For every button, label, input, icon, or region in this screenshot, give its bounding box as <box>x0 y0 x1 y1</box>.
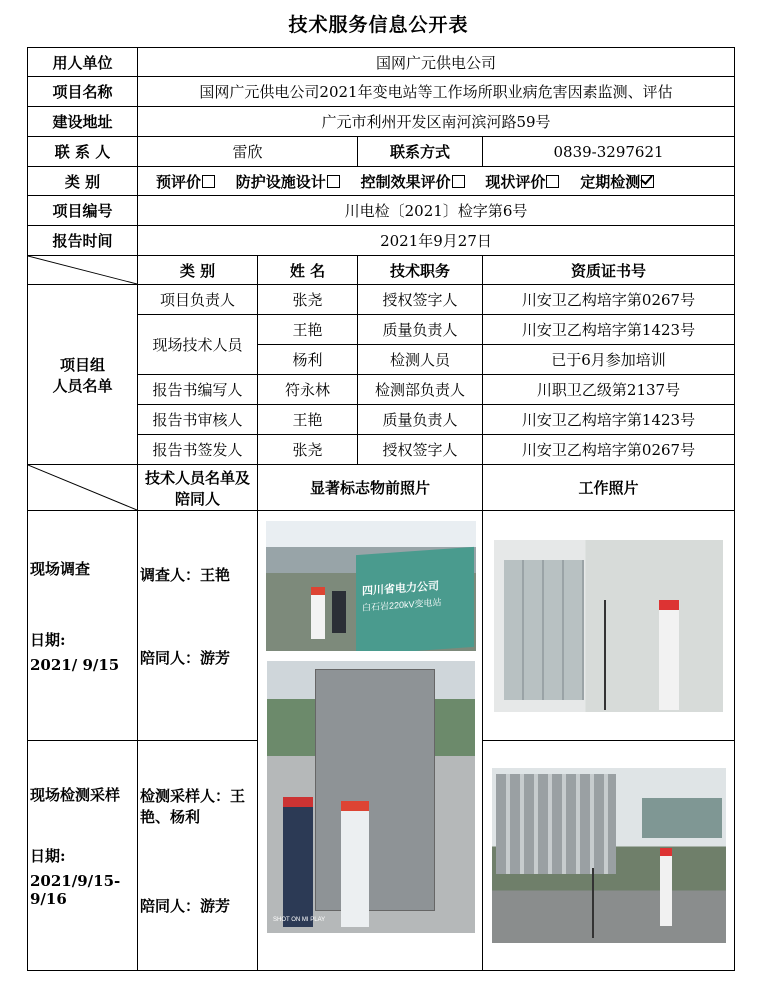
checkbox-icon[interactable] <box>327 175 340 188</box>
table-row-title: 授权签字人 <box>358 435 483 465</box>
cabinet <box>315 669 435 911</box>
survey-staff-cell <box>138 511 258 741</box>
building <box>642 798 722 838</box>
investigator: 调查人：王艳 <box>140 565 231 584</box>
report-time-label: 报告时间 <box>28 226 138 256</box>
sampler: 检测采样人：王艳、杨利 <box>140 787 246 826</box>
sampling-date: 2021/9/15-9/16 <box>30 871 121 908</box>
team-header-title: 技术职务 <box>358 256 483 285</box>
control-cabinets <box>504 560 584 700</box>
checkbox-icon[interactable] <box>546 175 559 188</box>
person-figure <box>283 797 313 927</box>
report-time-value: 2021年9月27日 <box>138 226 735 256</box>
table-row-role: 报告书审核人 <box>138 405 258 435</box>
project-no-label: 项目编号 <box>28 196 138 226</box>
project-label: 项目名称 <box>28 77 138 107</box>
checkbox-icon[interactable] <box>202 175 215 188</box>
work-photo-control-room <box>494 540 723 712</box>
project-value: 国网广元供电公司2021年变电站等工作场所职业病危害因素监测、评估 <box>138 77 735 107</box>
work-photo-cell <box>483 511 735 741</box>
team-group-label: 项目组 人员名单 <box>28 285 138 465</box>
photo-header-staff: 技术人员名单及陪同人 <box>138 465 258 511</box>
person-figure <box>660 848 672 926</box>
transformer <box>496 774 616 874</box>
watermark: SHOT ON MI PLAY <box>273 917 326 923</box>
companion: 陪同人：游芳 <box>140 648 231 667</box>
address-label: 建设地址 <box>28 107 138 137</box>
landmark-photo-equipment-cabinet <box>267 661 475 933</box>
table-row-name: 杨利 <box>258 345 358 375</box>
companion: 陪同人：游芳 <box>140 897 231 915</box>
category-option: 定期检测 <box>580 173 654 191</box>
unit-label: 用人单位 <box>28 48 138 77</box>
work-photo-cell <box>483 741 735 971</box>
checkbox-icon[interactable] <box>452 175 465 188</box>
team-header-role: 类 别 <box>138 256 258 285</box>
sign-station: 白石岩220kV变电站 <box>362 597 442 613</box>
category-option: 预评价 <box>156 173 215 191</box>
table-row-cert: 川职卫乙级第2137号 <box>483 375 735 405</box>
table-row-title: 授权签字人 <box>358 285 483 315</box>
table-row-name: 符永林 <box>258 375 358 405</box>
table-row-title: 质量负责人 <box>358 315 483 345</box>
category-option: 现状评价 <box>485 173 559 191</box>
table-row-name: 张尧 <box>258 285 358 315</box>
photo-header-work: 工作照片 <box>483 465 735 511</box>
diagonal-header-cell <box>28 465 138 511</box>
person-figure <box>311 587 325 639</box>
category-options <box>138 167 735 196</box>
sign-board <box>356 547 474 651</box>
phone-label: 联系方式 <box>358 137 483 167</box>
checked-checkbox-icon[interactable] <box>641 175 654 188</box>
tripod <box>592 868 594 938</box>
sampling-date-label: 日期: <box>30 846 66 865</box>
info-table <box>27 47 735 971</box>
landmark-photos-cell <box>258 511 483 971</box>
category-label: 类 别 <box>28 167 138 196</box>
contact-value: 雷欣 <box>138 137 358 167</box>
table-row-title: 质量负责人 <box>358 405 483 435</box>
photo-header-landmark: 显著标志物前照片 <box>258 465 483 511</box>
table-row-cert: 川安卫乙构培字第1423号 <box>483 405 735 435</box>
survey-date-label: 日期: <box>30 630 66 649</box>
table-row-name: 王艳 <box>258 315 358 345</box>
sampling-label: 现场检测采样 <box>30 785 121 804</box>
table-row-role: 项目负责人 <box>138 285 258 315</box>
table-row-cert: 已于6月参加培训 <box>483 345 735 375</box>
table-row-role: 报告书签发人 <box>138 435 258 465</box>
diagonal-header-cell <box>28 256 138 285</box>
table-row-cert: 川安卫乙构培字第0267号 <box>483 435 735 465</box>
sign-company: 四川省电力公司 <box>362 580 439 598</box>
table-row-cert: 川安卫乙构培字第1423号 <box>483 315 735 345</box>
survey-date: 2021/ 9/15 <box>30 655 120 674</box>
phone-value: 0839-3297621 <box>483 137 735 167</box>
table-row-role: 现场技术人员 <box>138 315 258 375</box>
table-row-cert: 川安卫乙构培字第0267号 <box>483 285 735 315</box>
contact-label: 联 系 人 <box>28 137 138 167</box>
table-row-role: 报告书编写人 <box>138 375 258 405</box>
unit-value: 国网广元供电公司 <box>138 48 735 77</box>
team-header-cert: 资质证书号 <box>483 256 735 285</box>
sampling-label-cell <box>28 741 138 971</box>
person-figure <box>341 801 369 927</box>
survey-label-cell <box>28 511 138 741</box>
table-row-name: 张尧 <box>258 435 358 465</box>
tripod <box>604 600 606 710</box>
address-value: 广元市利州开发区南河滨河路59号 <box>138 107 735 137</box>
table-row-title: 检测人员 <box>358 345 483 375</box>
work-photo-transformer <box>492 768 726 943</box>
table-row-name: 王艳 <box>258 405 358 435</box>
project-no-value: 川电检〔2021〕检字第6号 <box>138 196 735 226</box>
page-title: 技术服务信息公开表 <box>288 14 469 36</box>
sampling-staff-cell <box>138 741 258 971</box>
team-header-name: 姓 名 <box>258 256 358 285</box>
person-figure <box>659 600 679 710</box>
landmark-photo-substation-sign <box>266 521 476 651</box>
category-option: 控制效果评价 <box>361 173 465 191</box>
survey-label: 现场调查 <box>30 559 91 578</box>
table-row-title: 检测部负责人 <box>358 375 483 405</box>
person-figure <box>332 591 346 633</box>
category-option: 防护设施设计 <box>236 173 340 191</box>
